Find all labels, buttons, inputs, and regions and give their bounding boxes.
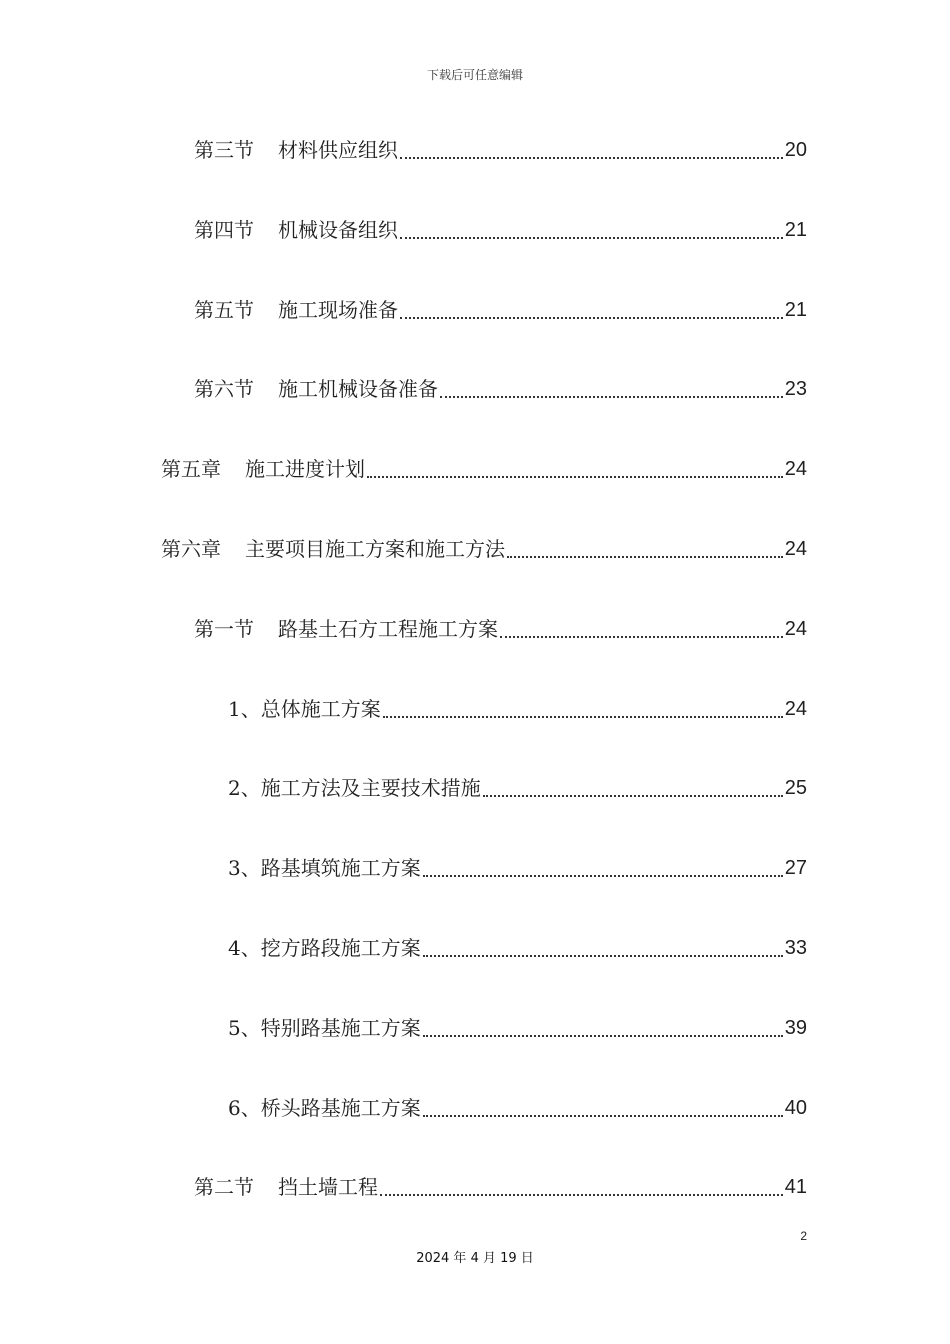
toc-entry-prefix: 第六节 — [194, 377, 254, 402]
toc-entry-label — [228, 774, 481, 802]
toc-entry-page: 25 — [784, 777, 807, 800]
toc-entry[interactable] — [0, 928, 950, 1008]
toc-entry[interactable] — [0, 369, 950, 449]
toc-entry-prefix: 第一节 — [194, 616, 254, 641]
toc-dot-leader — [423, 854, 783, 877]
toc-dot-leader — [423, 1094, 783, 1117]
toc-entry-page: 24 — [784, 537, 807, 560]
toc-entry-page: 24 — [784, 697, 807, 720]
toc-entry-prefix: 第三节 — [194, 138, 254, 162]
toc-entry-prefix: 第四节 — [194, 217, 254, 242]
toc-entry-label — [194, 216, 398, 244]
toc-entry-label — [228, 1014, 421, 1042]
toc-entry[interactable] — [0, 290, 950, 370]
toc-entry-title: 挡土墙工程 — [278, 1175, 378, 1200]
toc-entry-title: 2、施工方法及主要技术措施 — [228, 776, 481, 801]
toc-dot-leader — [367, 455, 783, 478]
toc-entry[interactable] — [0, 130, 950, 210]
toc-entry-prefix: 第五章 — [161, 457, 221, 482]
toc-dot-leader — [423, 1014, 783, 1037]
toc-dot-leader — [380, 1173, 783, 1196]
toc-entry-page: 27 — [784, 857, 807, 880]
toc-entry-page: 20 — [784, 139, 807, 161]
toc-entry[interactable] — [0, 768, 950, 848]
toc-entry[interactable] — [0, 529, 950, 609]
toc-entry[interactable] — [0, 1167, 950, 1247]
toc-dot-leader — [383, 695, 783, 718]
toc-entry-page: 24 — [784, 617, 807, 640]
toc-entry-label — [161, 535, 505, 563]
page-number: 2 — [800, 1229, 807, 1243]
toc-dot-leader — [440, 375, 783, 398]
toc-entry[interactable] — [0, 689, 950, 769]
toc-entry-page: 24 — [784, 458, 807, 481]
toc-entry-label — [228, 1094, 421, 1122]
toc-entry-page: 40 — [784, 1096, 807, 1119]
toc-entry[interactable] — [0, 449, 950, 529]
toc-dot-leader — [400, 296, 783, 319]
toc-entry-label — [228, 934, 421, 962]
toc-entry-label — [161, 455, 365, 483]
toc-entry-page: 21 — [784, 298, 807, 321]
toc-entry-title: 施工机械设备准备 — [278, 377, 438, 402]
toc-entry[interactable] — [0, 848, 950, 928]
toc-entry-prefix: 第五节 — [194, 297, 254, 322]
toc-entry-label — [194, 615, 498, 643]
toc-entry-title: 1、总体施工方案 — [228, 696, 381, 721]
table-of-contents — [0, 130, 950, 1247]
toc-entry-title: 3、路基填筑施工方案 — [228, 856, 421, 881]
toc-entry-title: 5、特别路基施工方案 — [228, 1015, 421, 1040]
toc-entry-page: 21 — [784, 218, 807, 241]
toc-entry-page: 23 — [784, 378, 807, 401]
toc-entry[interactable] — [0, 609, 950, 689]
toc-entry[interactable] — [0, 1088, 950, 1168]
toc-entry-title: 机械设备组织 — [278, 217, 398, 242]
toc-entry-page: 39 — [784, 1016, 807, 1039]
toc-entry-label — [194, 296, 398, 324]
header-note: 下载后可任意编辑 — [426, 68, 523, 82]
toc-dot-leader — [400, 216, 783, 239]
toc-entry-label — [194, 375, 438, 403]
toc-entry-page: 33 — [784, 936, 807, 959]
toc-entry-prefix: 第二节 — [194, 1175, 254, 1200]
toc-entry-page: 41 — [784, 1176, 807, 1199]
toc-entry-label — [228, 695, 381, 723]
footer-date: 2024 年 4 月 19 日 — [416, 1251, 534, 1266]
toc-dot-leader — [483, 774, 783, 797]
toc-entry-label — [194, 136, 398, 164]
toc-dot-leader — [507, 535, 783, 558]
toc-dot-leader — [400, 136, 783, 159]
toc-entry-title: 材料供应组织 — [278, 138, 398, 162]
toc-entry-label — [194, 1173, 378, 1201]
toc-entry-title: 施工现场准备 — [278, 297, 398, 322]
toc-entry-label — [228, 854, 421, 882]
toc-entry-title: 施工进度计划 — [245, 457, 365, 482]
toc-entry-prefix: 第六章 — [161, 536, 221, 561]
toc-dot-leader — [500, 615, 783, 638]
toc-entry-title: 路基土石方工程施工方案 — [278, 616, 498, 641]
toc-entry[interactable] — [0, 210, 950, 290]
toc-entry[interactable] — [0, 1008, 950, 1088]
toc-dot-leader — [423, 934, 783, 957]
toc-entry-title: 主要项目施工方案和施工方法 — [245, 536, 505, 561]
toc-entry-title: 6、桥头路基施工方案 — [228, 1095, 421, 1120]
toc-entry-title: 4、挖方路段施工方案 — [228, 935, 421, 960]
